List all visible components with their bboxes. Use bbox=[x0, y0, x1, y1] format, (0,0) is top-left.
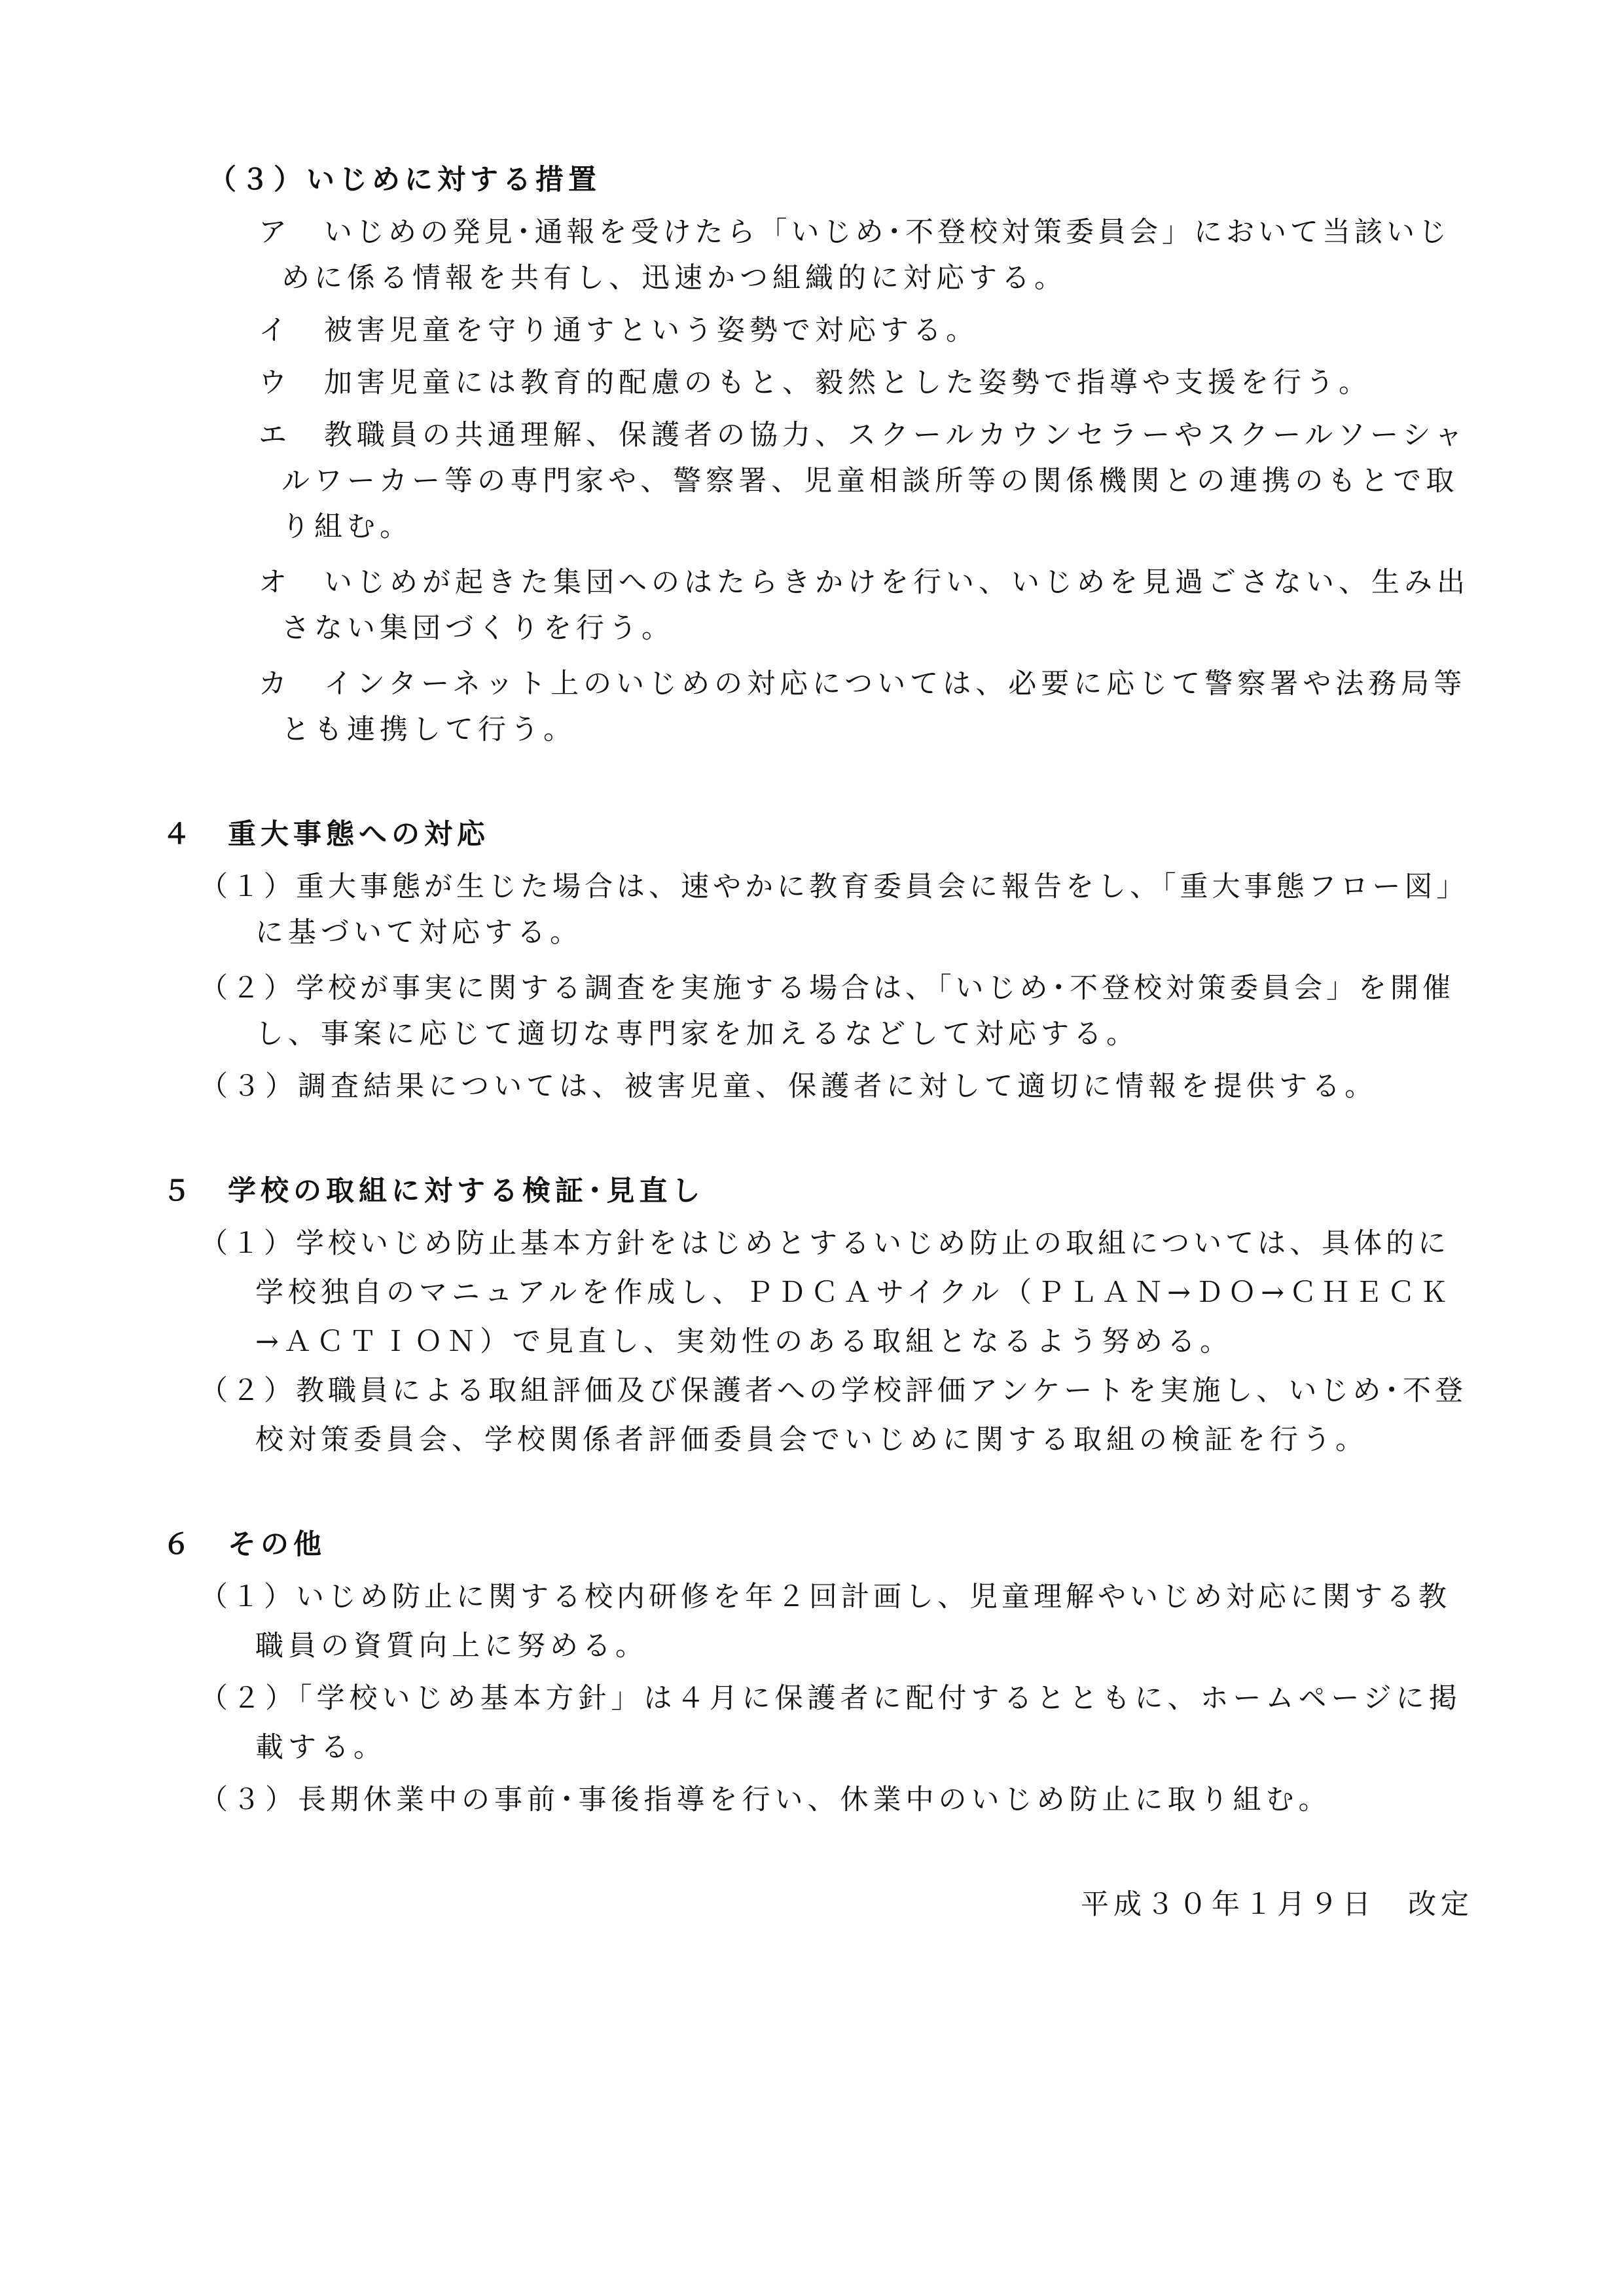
item-text-continued: めに係る情報を共有し、迅速かつ組織的に対応する。 bbox=[281, 262, 1067, 295]
item-text-continued: に基づいて対応する。 bbox=[255, 916, 583, 949]
item-text: （１）学校いじめ防止基本方針をはじめとするいじめ防止の取組については、具体的に bbox=[200, 1227, 1451, 1260]
item-text: （２）教職員による取組評価及び保護者への学校評価アンケートを実施し、いじめ･不登 bbox=[200, 1374, 1467, 1407]
item-text: （２）学校が事実に関する調査を実施する場合は、「いじめ･不登校対策委員会」を開催 bbox=[200, 972, 1454, 1005]
item-text: いじめの発見･通報を受けたら「いじめ･不登校対策委員会」において当該いじ bbox=[324, 216, 1451, 249]
item-text-continued: 載する。 bbox=[255, 1731, 386, 1764]
item-text: 被害児童を守り通すという姿勢で対応する。 bbox=[324, 314, 979, 347]
section-4-heading: ４ 重大事態への対応 bbox=[162, 818, 490, 851]
item-text-continued: ルワーカー等の専門家や、警察署、児童相談所等の関係機関との連携のもとで取 bbox=[281, 465, 1459, 497]
item-text: （１）いじめ防止に関する校内研修を年２回計画し、児童理解やいじめ対応に関する教 bbox=[200, 1581, 1451, 1613]
item-label: ウ bbox=[259, 367, 291, 399]
section-6-heading: ６ その他 bbox=[162, 1528, 326, 1561]
item-label: エ bbox=[259, 419, 291, 452]
item-text-continued: 職員の資質向上に努める。 bbox=[255, 1630, 648, 1662]
item-label: オ bbox=[259, 566, 291, 599]
item-label: カ bbox=[259, 668, 291, 700]
item-text: 教職員の共通理解、保護者の協力、スクールカウンセラーやスクールソーシャ bbox=[324, 419, 1468, 452]
item-text: （２）「学校いじめ基本方針」は４月に保護者に配付するとともに、ホームページに掲 bbox=[200, 1682, 1462, 1715]
item-label: ア bbox=[259, 216, 291, 249]
item-text-continued: さない集団づくりを行う。 bbox=[281, 612, 674, 645]
item-text: いじめが起きた集団へのはたらきかけを行い、いじめを見過ごさない、生み出 bbox=[324, 566, 1470, 599]
item-text-continued: 学校独自のマニュアルを作成し、ＰＤＣＡサイクル（ＰＬＡＮ→ＤＯ→ＣＨＥＣＫ bbox=[255, 1276, 1453, 1309]
section-5-heading: ５ 学校の取組に対する検証･見直し bbox=[162, 1175, 705, 1208]
item-text-continued: 校対策委員会、学校関係者評価委員会でいじめに関する取組の検証を行う。 bbox=[255, 1424, 1368, 1456]
item-label: イ bbox=[259, 314, 291, 347]
item-text-continued: し、事案に応じて適切な専門家を加えるなどして対応する。 bbox=[255, 1018, 1139, 1050]
item-text: （３）長期休業中の事前･事後指導を行い、休業中のいじめ防止に取り組む。 bbox=[200, 1784, 1331, 1816]
item-text-continued: とも連携して行う。 bbox=[281, 713, 576, 746]
item-text: インターネット上のいじめの対応については、必要に応じて警察署や法務局等 bbox=[324, 668, 1467, 700]
item-text-continued: り組む。 bbox=[281, 511, 412, 543]
section-3-heading: （３）いじめに対する措置 bbox=[208, 164, 601, 196]
item-text: 加害児童には教育的配慮のもと、毅然とした姿勢で指導や支援を行う。 bbox=[324, 367, 1371, 399]
revision-date: 平成３０年１月９日 改定 bbox=[1081, 1888, 1473, 1921]
item-text: （３）調査結果については、被害児童、保護者に対して適切に情報を提供する。 bbox=[200, 1070, 1378, 1103]
item-text-continued: →ＡＣＴＩＯＮ）で見直し、実効性のある取組となるよう努める。 bbox=[255, 1325, 1233, 1358]
item-text: （１）重大事態が生じた場合は、速やかに教育委員会に報告をし、「重大事態フロー図」 bbox=[200, 870, 1469, 903]
